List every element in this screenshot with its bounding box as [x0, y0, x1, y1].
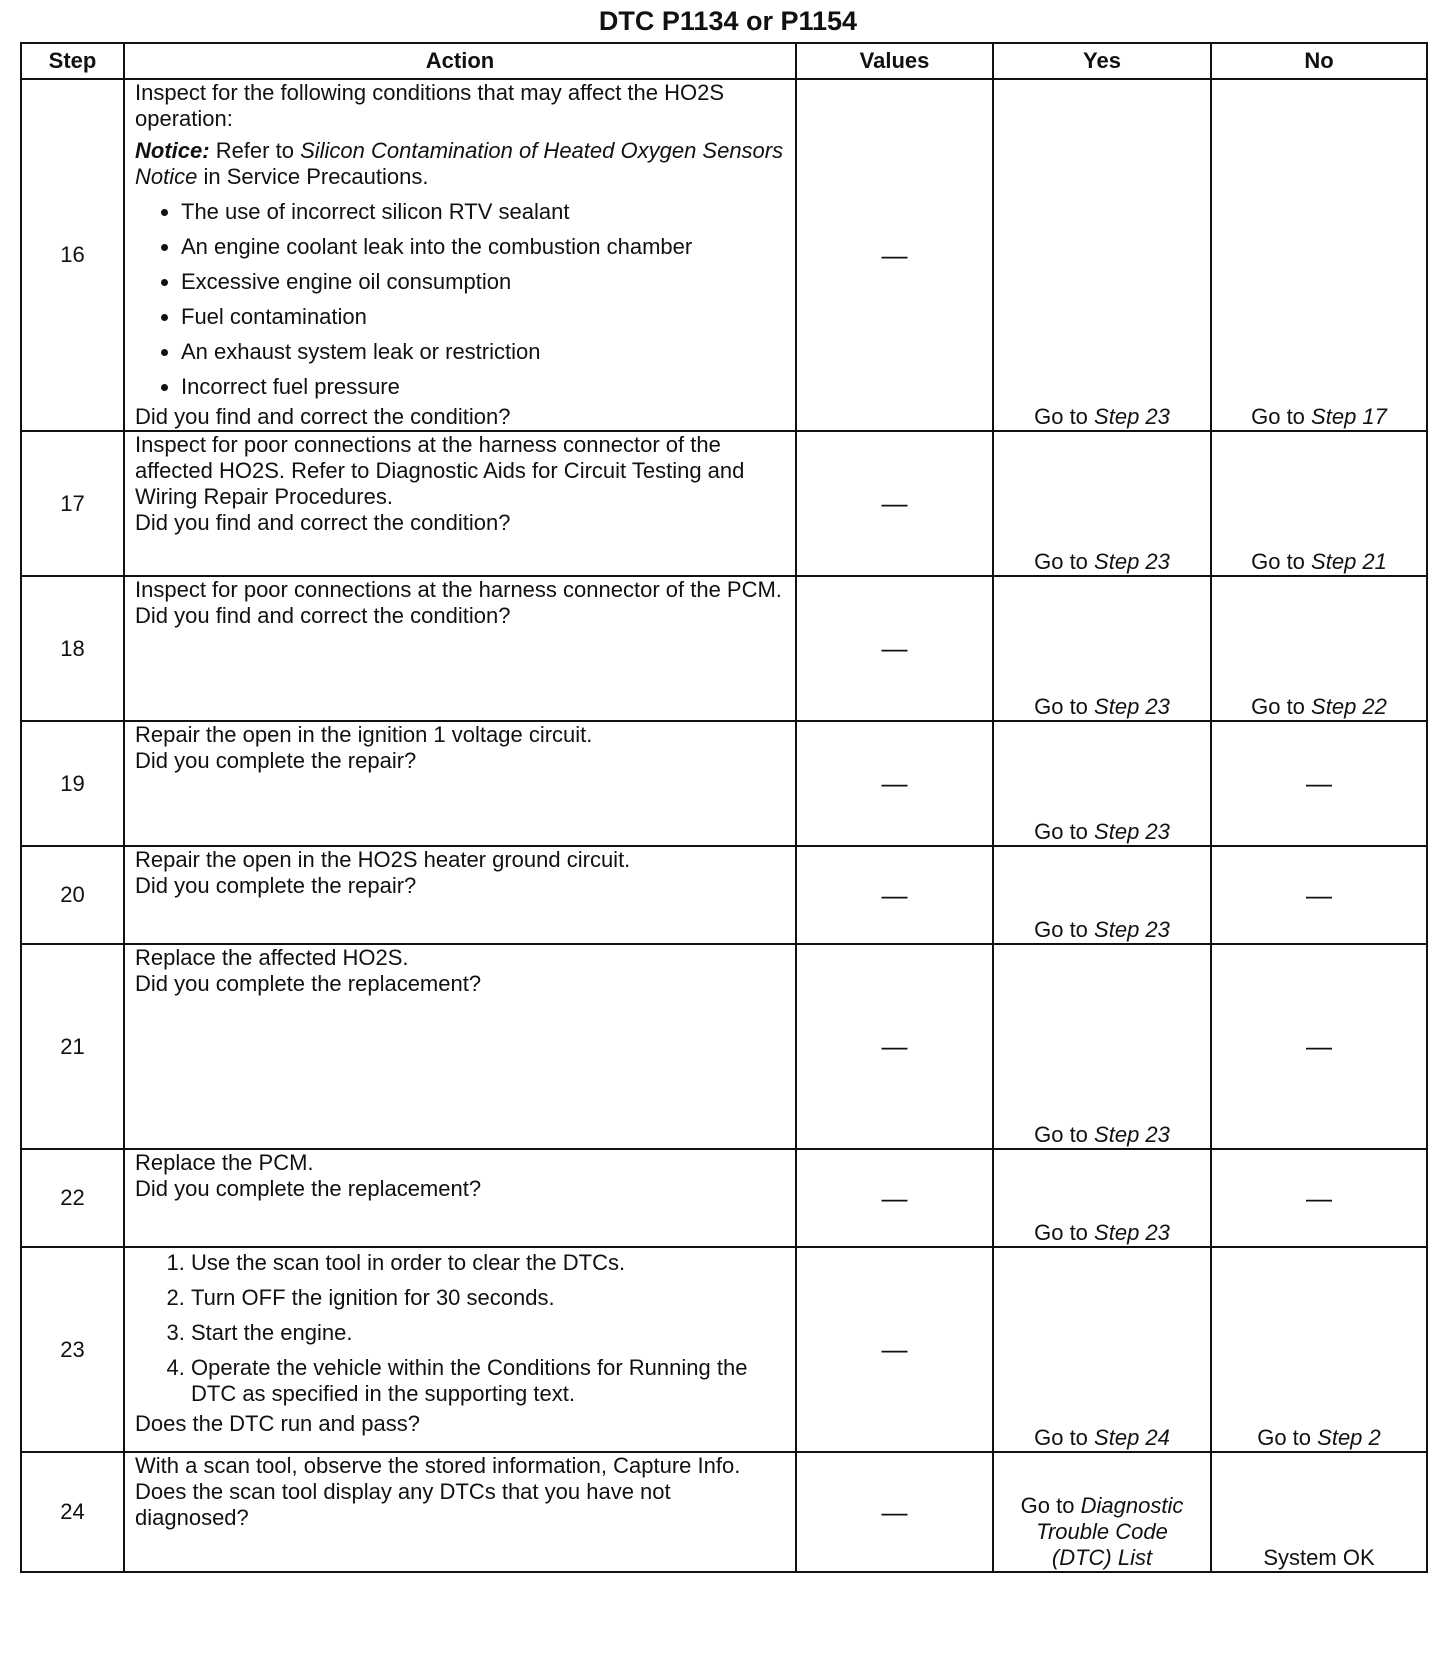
step-link[interactable]: Step 23 — [1094, 819, 1170, 844]
action-cell — [124, 431, 796, 576]
step-number: 22 — [21, 1149, 124, 1247]
header-values: Values — [796, 43, 993, 79]
list-item: 1. Use the scan tool in order to clear the DTCs. — [191, 1250, 785, 1276]
header-no: No — [1211, 43, 1427, 79]
action-text: Repair the open in the ignition 1 voltage circuit. — [135, 722, 593, 747]
values-cell: — — [796, 944, 993, 1149]
values-cell: — — [796, 1247, 993, 1452]
action-cell — [124, 846, 796, 944]
values-cell: — — [796, 576, 993, 721]
no-cell: Go to Step 21 — [1211, 431, 1427, 576]
step-number: 21 — [21, 944, 124, 1149]
step-number: 16 — [21, 79, 124, 431]
header-action: Action — [124, 43, 796, 79]
notice-label: Notice: — [135, 138, 210, 163]
list-item: • The use of incorrect silicon RTV sealant — [181, 194, 785, 229]
yes-cell: Go to Step 23 — [993, 79, 1211, 431]
values-cell: — — [796, 79, 993, 431]
table-row — [21, 79, 1427, 431]
step-number: 23 — [21, 1247, 124, 1452]
no-cell: Go to Step 2 — [1211, 1247, 1427, 1452]
table-row — [21, 576, 1427, 721]
page-title: DTC P1134 or P1154 — [598, 6, 858, 36]
action-text: Inspect for poor connections at the harness connector of the affected HO2S. Refer to Diagnostic Aids for Circuit Testing and Wiring Repair Procedures. — [135, 432, 745, 509]
no-cell: — — [1211, 944, 1427, 1149]
yes-cell: Go to Step 24 — [993, 1247, 1211, 1452]
table-row — [21, 944, 1427, 1149]
notice-reference: Silicon Contamination of Heated Oxygen Sensors Notice — [135, 138, 784, 189]
table-row — [21, 846, 1427, 944]
step-link[interactable]: Step 23 — [1094, 404, 1170, 429]
table-row — [21, 1452, 1427, 1572]
action-cell — [124, 944, 796, 1149]
step-number: 20 — [21, 846, 124, 944]
action-cell — [124, 1452, 796, 1572]
step-link[interactable]: Step 24 — [1094, 1425, 1170, 1450]
yes-cell: Go to Step 23 — [993, 944, 1211, 1149]
step-link[interactable]: Step 2 — [1317, 1425, 1381, 1450]
no-cell: — — [1211, 1149, 1427, 1247]
list-item: • Excessive engine oil consumption — [181, 264, 785, 299]
action-question: Did you complete the repair? — [135, 748, 417, 773]
no-cell: Go to Step 17 — [1211, 79, 1427, 431]
condition-list — [135, 194, 785, 404]
step-link[interactable]: Step 23 — [1094, 917, 1170, 942]
step-link[interactable]: Step 22 — [1311, 694, 1387, 719]
notice: Notice: Refer to Silicon Contamination of Heated Oxygen Sensors Notice in Service Precautions. — [135, 138, 784, 189]
action-question: Did you complete the repair? — [135, 873, 417, 898]
action-cell — [124, 1247, 796, 1452]
step-link[interactable]: Step 21 — [1311, 549, 1387, 574]
step-number: 17 — [21, 431, 124, 576]
no-cell: Go to Step 22 — [1211, 576, 1427, 721]
list-item: • Incorrect fuel pressure — [181, 369, 785, 404]
values-cell: — — [796, 431, 993, 576]
procedure-list — [135, 1250, 785, 1407]
table-row — [21, 721, 1427, 846]
action-text: Replace the affected HO2S. — [135, 945, 409, 970]
values-cell: — — [796, 1149, 993, 1247]
step-number: 24 — [21, 1452, 124, 1572]
action-cell — [124, 1149, 796, 1247]
yes-cell: Go to Step 23 — [993, 846, 1211, 944]
table-row — [21, 1247, 1427, 1452]
values-cell: — — [796, 721, 993, 846]
action-cell — [124, 79, 796, 431]
yes-cell: Go to Step 23 — [993, 721, 1211, 846]
no-cell: — — [1211, 721, 1427, 846]
dtc-list-link[interactable]: Diagnostic Trouble Code (DTC) List — [1036, 1493, 1184, 1570]
action-question: Did you complete the replacement? — [135, 971, 482, 996]
step-link[interactable]: Step 23 — [1094, 694, 1170, 719]
step-number: 18 — [21, 576, 124, 721]
values-cell: — — [796, 846, 993, 944]
list-item: • An engine coolant leak into the combustion chamber — [181, 229, 785, 264]
step-link[interactable]: Step 17 — [1311, 404, 1387, 429]
action-question: Did you find and correct the condition? — [135, 404, 511, 429]
table-row — [21, 431, 1427, 576]
values-cell: — — [796, 1452, 993, 1572]
table-header-row — [21, 43, 1427, 79]
diagnostic-table — [20, 42, 1428, 1573]
yes-cell: Go to Diagnostic Trouble Code (DTC) List — [993, 1452, 1211, 1572]
header-yes: Yes — [993, 43, 1211, 79]
yes-cell: Go to Step 23 — [993, 576, 1211, 721]
yes-cell: Go to Step 23 — [993, 1149, 1211, 1247]
action-text: Inspect for the following conditions that may affect the HO2S operation: — [135, 80, 725, 131]
action-text: With a scan tool, observe the stored information, Capture Info. — [135, 1453, 741, 1478]
action-question: Did you complete the replacement? — [135, 1176, 482, 1201]
no-cell: — — [1211, 846, 1427, 944]
no-cell: System OK — [1211, 1452, 1427, 1572]
list-item: • Fuel contamination — [181, 299, 785, 334]
action-question: Did you find and correct the condition? — [135, 510, 511, 535]
action-question: Does the DTC run and pass? — [135, 1411, 420, 1436]
list-item: • An exhaust system leak or restriction — [181, 334, 785, 369]
yes-cell: Go to Step 23 — [993, 431, 1211, 576]
action-question: Does the scan tool display any DTCs that you have not diagnosed? — [135, 1479, 671, 1530]
table-row — [21, 1149, 1427, 1247]
list-item: 3. Start the engine. — [191, 1320, 785, 1346]
list-item: 4. Operate the vehicle within the Conditions for Running the DTC as specified in the supporting text. — [191, 1355, 785, 1407]
action-cell — [124, 721, 796, 846]
action-cell — [124, 576, 796, 721]
step-link[interactable]: Step 23 — [1094, 1220, 1170, 1245]
list-item: 2. Turn OFF the ignition for 30 seconds. — [191, 1285, 785, 1311]
action-text: Inspect for poor connections at the harness connector of the PCM. — [135, 577, 782, 602]
action-text: Replace the PCM. — [135, 1150, 314, 1175]
step-link[interactable]: Step 23 — [1094, 549, 1170, 574]
action-question: Did you find and correct the condition? — [135, 603, 511, 628]
step-number: 19 — [21, 721, 124, 846]
step-link[interactable]: Step 23 — [1094, 1122, 1170, 1147]
header-step: Step — [21, 43, 124, 79]
action-text: Repair the open in the HO2S heater ground circuit. — [135, 847, 631, 872]
